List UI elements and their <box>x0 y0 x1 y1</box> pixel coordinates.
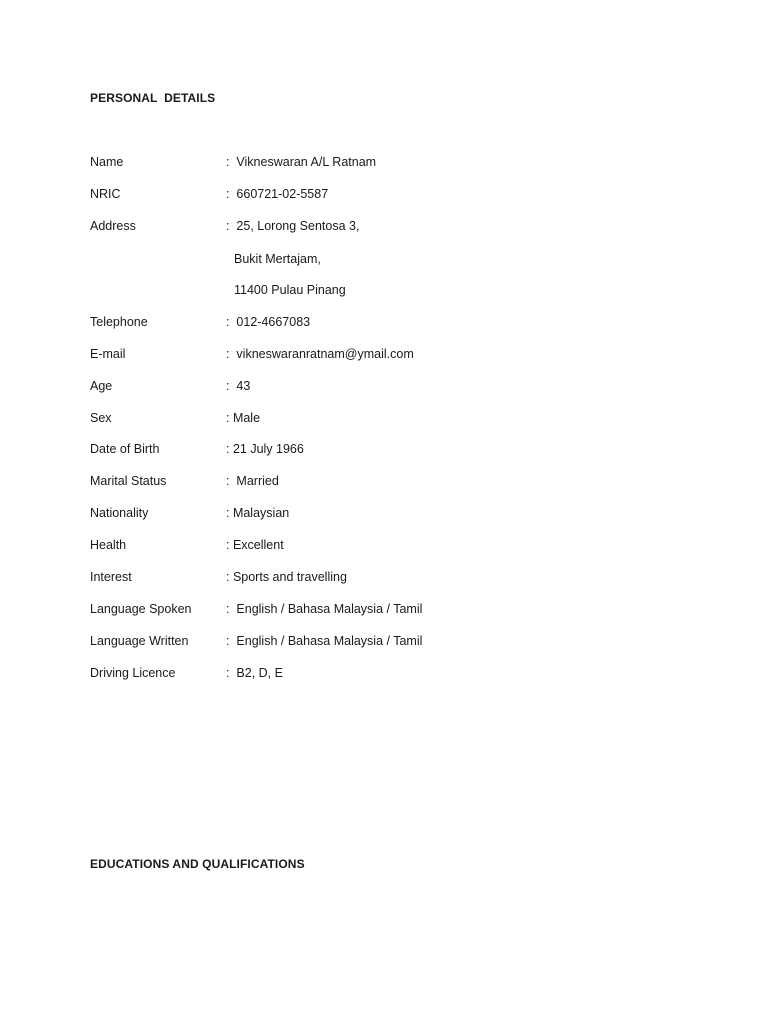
field-row-age <box>90 377 251 395</box>
field-row-driving-licence <box>90 664 283 682</box>
field-label: Date of Birth <box>90 442 160 456</box>
field-label: Name <box>90 155 124 169</box>
field-value: : Sports and travelling <box>226 570 347 584</box>
field-row-name <box>90 153 377 171</box>
field-row-address <box>90 217 360 235</box>
field-label: Language Spoken <box>90 602 192 616</box>
field-row-health <box>90 536 284 554</box>
field-label: E-mail <box>90 347 126 361</box>
field-row-sex <box>90 409 261 427</box>
field-value: : 25, Lorong Sentosa 3, <box>226 219 360 233</box>
field-value: : 21 July 1966 <box>226 442 304 456</box>
field-row-interest <box>90 568 347 586</box>
field-row-date-of-birth <box>90 440 304 458</box>
section-heading-personal-details: PERSONAL DETAILS <box>90 91 216 105</box>
field-value: : 012-4667083 <box>226 315 311 329</box>
field-value: : vikneswaranratnam@ymail.com <box>226 347 414 361</box>
section-heading-educations-qualifications: EDUCATIONS AND QUALIFICATIONS <box>90 857 305 871</box>
field-label: Driving Licence <box>90 666 176 680</box>
field-row-email <box>90 345 414 363</box>
field-value: : English / Bahasa Malaysia / Tamil <box>226 634 423 648</box>
field-row-language-spoken <box>90 600 423 618</box>
field-value: : Malaysian <box>226 506 290 520</box>
field-value: : Vikneswaran A/L Ratnam <box>226 155 377 169</box>
field-label: Telephone <box>90 315 148 329</box>
field-value: : English / Bahasa Malaysia / Tamil <box>226 602 423 616</box>
field-row-telephone <box>90 313 311 331</box>
field-value: : B2, D, E <box>226 666 283 680</box>
field-label: NRIC <box>90 187 121 201</box>
field-value: : Excellent <box>226 538 284 552</box>
address-line-2: Bukit Mertajam, <box>234 252 321 266</box>
field-label: Marital Status <box>90 474 167 488</box>
field-label: Age <box>90 379 113 393</box>
field-label: Language Written <box>90 634 189 648</box>
field-value: : 43 <box>226 379 251 393</box>
field-label: Interest <box>90 570 132 584</box>
field-row-nationality <box>90 504 290 522</box>
address-line-3: 11400 Pulau Pinang <box>234 283 346 297</box>
field-label: Address <box>90 219 136 233</box>
field-value: : Male <box>226 411 261 425</box>
field-value: : Married <box>226 474 279 488</box>
field-row-language-written <box>90 632 423 650</box>
field-label: Nationality <box>90 506 149 520</box>
field-row-nric <box>90 185 329 203</box>
field-label: Sex <box>90 411 112 425</box>
field-value: : 660721-02-5587 <box>226 187 329 201</box>
field-label: Health <box>90 538 127 552</box>
field-row-marital-status <box>90 472 279 490</box>
